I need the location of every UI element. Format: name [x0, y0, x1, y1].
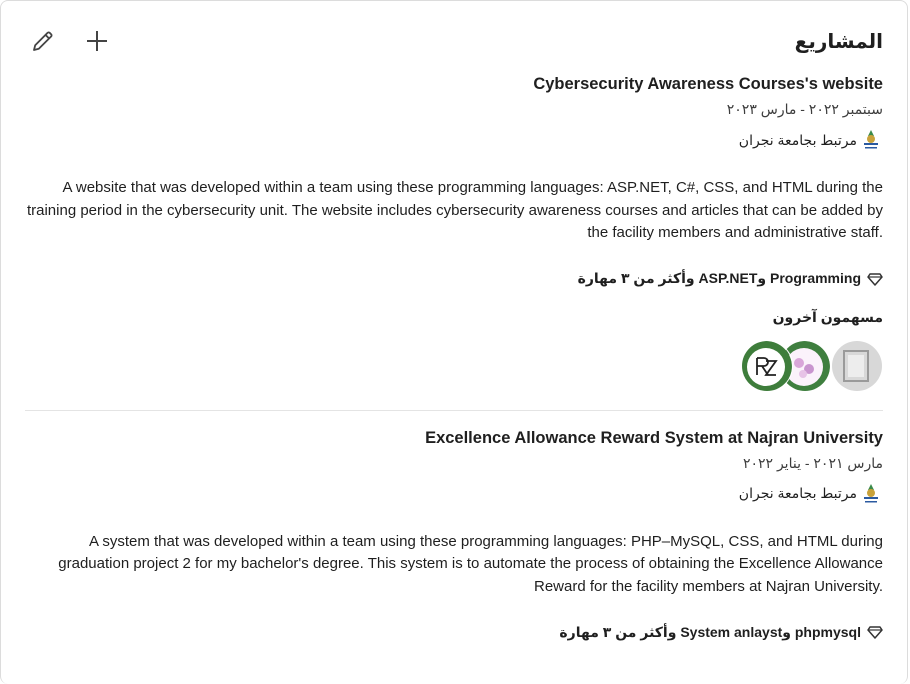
- project-description: A system that was developed within a team using these programming languages: PHP–MySQL, CSS, and HTML during graduation project 2 for my bachelor's degree. This system is to automate the process of obtaining the Excellence Allowance Reward for the facility members at Najran University.: [58, 532, 883, 595]
- pencil-icon: [31, 29, 55, 53]
- skills-label: phpmysql وSystem anlayst وأكثر من ٣ مهارة: [559, 623, 861, 640]
- skills-label: Programming وASP.NET وأكثر من ٣ مهارة: [577, 270, 861, 286]
- project-skills[interactable]: [25, 267, 883, 291]
- diamond-icon: [867, 624, 883, 640]
- project-dates: سبتمبر ٢٠٢٢ - مارس ٢٠٢٣: [726, 101, 883, 117]
- project-dates: مارس ٢٠٢١ - يناير ٢٠٢٢: [742, 454, 883, 471]
- divider: [25, 410, 883, 411]
- project-item: [1, 427, 907, 645]
- diamond-icon: [867, 271, 883, 287]
- contributors-avatars: [25, 340, 883, 394]
- project-association[interactable]: [25, 481, 883, 507]
- project-item: [1, 73, 907, 394]
- project-description: A website that was developed within a team using these programming languages: ASP.NET, C#, CSS, and HTML during the training period in the cybersecurity unit. The website includes cybersecurity awareness courses and articles that can be added by the facility members and administrative staff.: [26, 179, 883, 241]
- section-header: [1, 1, 907, 73]
- najran-university-logo-icon: [859, 128, 883, 152]
- contributors-label: مسهمون آخرون: [772, 308, 883, 325]
- project-title: Excellence Allowance Reward System at Najran University: [425, 428, 883, 447]
- association-label: مرتبط بجامعة نجران: [738, 131, 857, 148]
- edit-projects-button[interactable]: [25, 23, 61, 59]
- contributor-avatar[interactable]: [741, 340, 793, 392]
- association-label: مرتبط بجامعة نجران: [738, 485, 857, 501]
- add-project-button[interactable]: [79, 23, 115, 59]
- project-title: Cybersecurity Awareness Courses's website: [533, 75, 883, 93]
- plus-icon: [85, 29, 109, 53]
- project-skills[interactable]: [25, 620, 883, 644]
- contributor-avatar[interactable]: [831, 340, 883, 392]
- project-association[interactable]: [25, 127, 883, 153]
- section-title: المشاريع: [794, 31, 883, 53]
- najran-university-logo-icon: [859, 482, 883, 506]
